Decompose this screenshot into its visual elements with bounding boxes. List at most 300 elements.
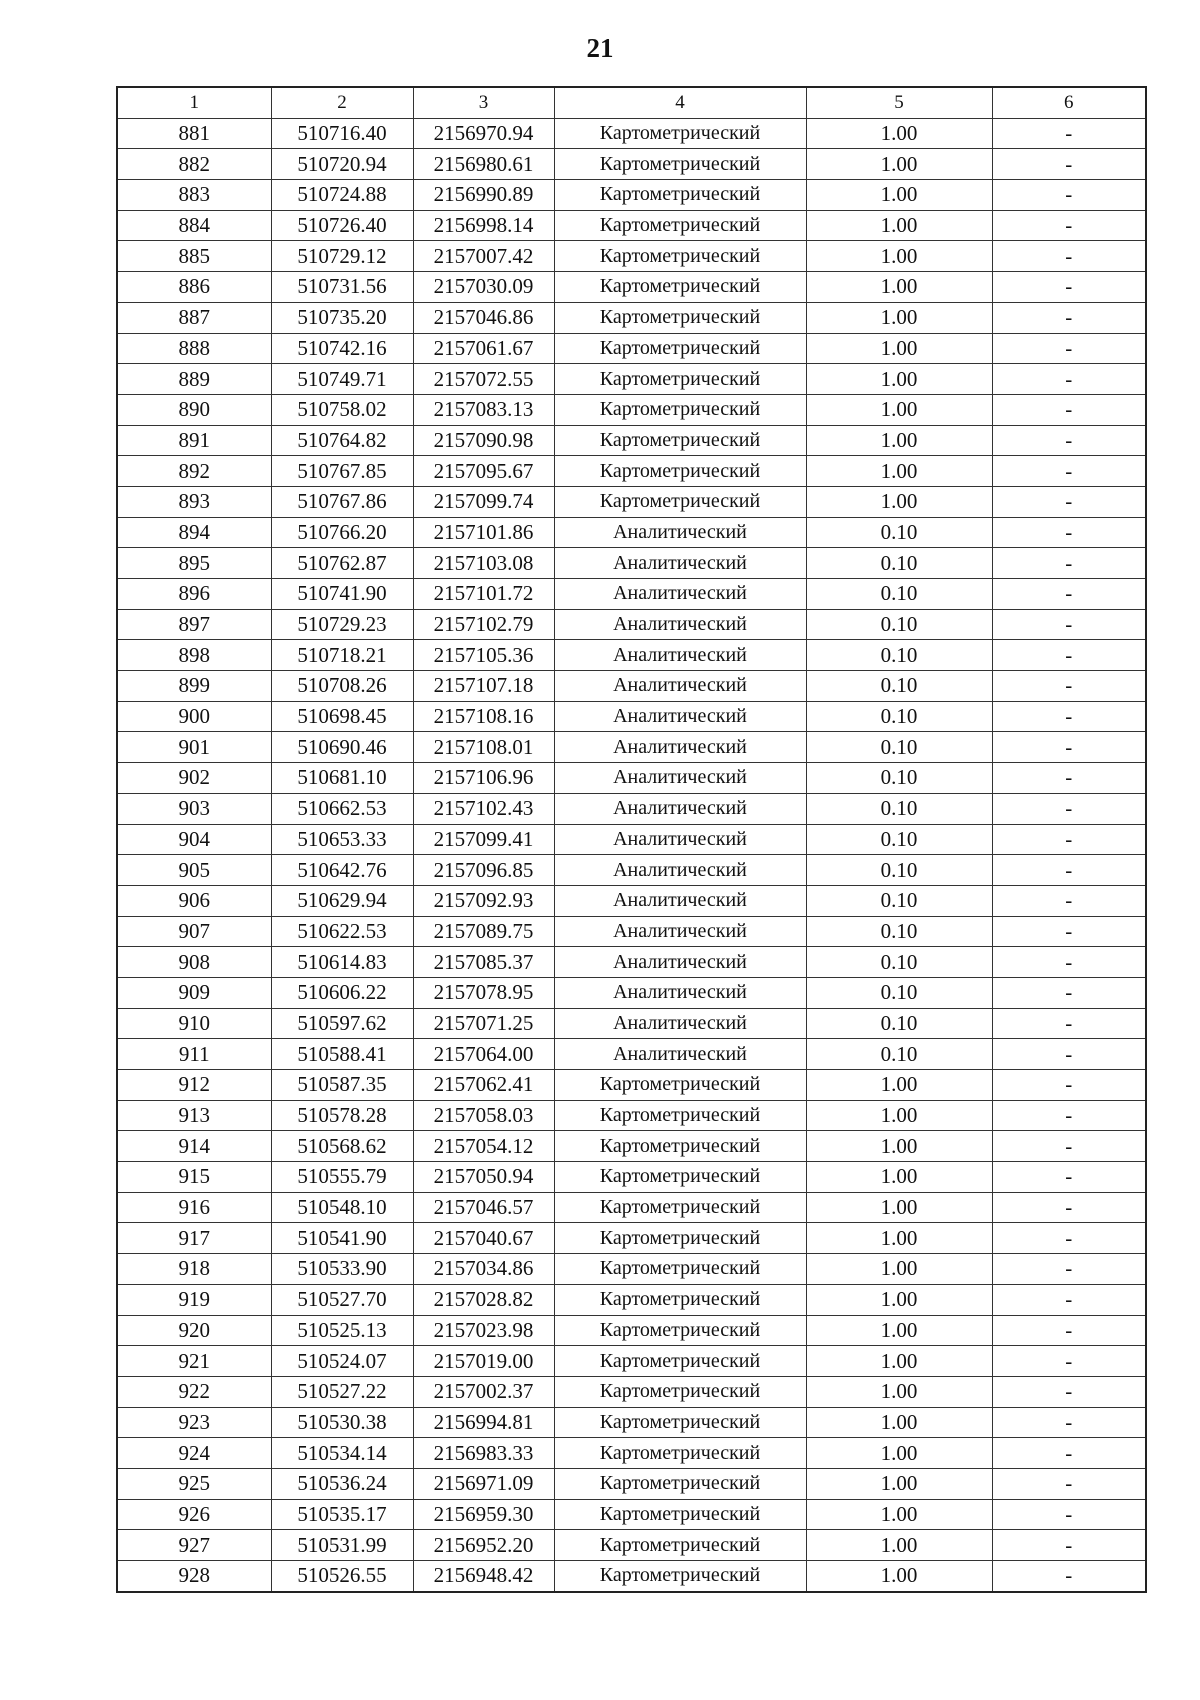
table-row xyxy=(117,180,1146,211)
note-cell: - xyxy=(992,579,1146,610)
point-number-cell: 909 xyxy=(117,977,271,1008)
x-coordinate-cell: 510653.33 xyxy=(271,824,413,855)
note-cell: - xyxy=(992,1407,1146,1438)
y-coordinate-cell: 2157089.75 xyxy=(413,916,554,947)
note-cell: - xyxy=(992,1070,1146,1101)
column-header: 6 xyxy=(992,87,1146,118)
method-cell: Аналитический xyxy=(554,548,806,579)
point-number-cell: 892 xyxy=(117,456,271,487)
table-row xyxy=(117,1254,1146,1285)
method-cell: Картометрический xyxy=(554,1499,806,1530)
table-row xyxy=(117,916,1146,947)
note-cell: - xyxy=(992,272,1146,303)
y-coordinate-cell: 2157046.57 xyxy=(413,1192,554,1223)
y-coordinate-cell: 2157023.98 xyxy=(413,1315,554,1346)
method-cell: Картометрический xyxy=(554,1315,806,1346)
accuracy-cell: 1.00 xyxy=(806,1223,992,1254)
accuracy-cell: 1.00 xyxy=(806,1376,992,1407)
accuracy-cell: 1.00 xyxy=(806,333,992,364)
note-cell: - xyxy=(992,364,1146,395)
table-row xyxy=(117,824,1146,855)
y-coordinate-cell: 2157019.00 xyxy=(413,1346,554,1377)
table-row xyxy=(117,1284,1146,1315)
table-row xyxy=(117,640,1146,671)
y-coordinate-cell: 2156970.94 xyxy=(413,118,554,149)
note-cell: - xyxy=(992,885,1146,916)
table-row xyxy=(117,1315,1146,1346)
y-coordinate-cell: 2157090.98 xyxy=(413,425,554,456)
x-coordinate-cell: 510541.90 xyxy=(271,1223,413,1254)
note-cell: - xyxy=(992,763,1146,794)
method-cell: Картометрический xyxy=(554,333,806,364)
method-cell: Аналитический xyxy=(554,947,806,978)
x-coordinate-cell: 510534.14 xyxy=(271,1438,413,1469)
method-cell: Картометрический xyxy=(554,1376,806,1407)
y-coordinate-cell: 2156983.33 xyxy=(413,1438,554,1469)
method-cell: Картометрический xyxy=(554,272,806,303)
y-coordinate-cell: 2157064.00 xyxy=(413,1039,554,1070)
method-cell: Картометрический xyxy=(554,1284,806,1315)
note-cell: - xyxy=(992,1346,1146,1377)
method-cell: Аналитический xyxy=(554,824,806,855)
point-number-cell: 887 xyxy=(117,302,271,333)
note-cell: - xyxy=(992,1315,1146,1346)
method-cell: Картометрический xyxy=(554,1131,806,1162)
accuracy-cell: 0.10 xyxy=(806,732,992,763)
x-coordinate-cell: 510762.87 xyxy=(271,548,413,579)
note-cell: - xyxy=(992,1438,1146,1469)
point-number-cell: 907 xyxy=(117,916,271,947)
method-cell: Картометрический xyxy=(554,149,806,180)
point-number-cell: 882 xyxy=(117,149,271,180)
note-cell: - xyxy=(992,210,1146,241)
header-row xyxy=(117,87,1146,118)
y-coordinate-cell: 2156994.81 xyxy=(413,1407,554,1438)
accuracy-cell: 1.00 xyxy=(806,118,992,149)
accuracy-cell: 1.00 xyxy=(806,1438,992,1469)
table-row xyxy=(117,1499,1146,1530)
table-row xyxy=(117,1131,1146,1162)
y-coordinate-cell: 2157096.85 xyxy=(413,855,554,886)
note-cell: - xyxy=(992,671,1146,702)
accuracy-cell: 0.10 xyxy=(806,579,992,610)
x-coordinate-cell: 510629.94 xyxy=(271,885,413,916)
y-coordinate-cell: 2157072.55 xyxy=(413,364,554,395)
y-coordinate-cell: 2157058.03 xyxy=(413,1100,554,1131)
y-coordinate-cell: 2157071.25 xyxy=(413,1008,554,1039)
x-coordinate-cell: 510536.24 xyxy=(271,1468,413,1499)
note-cell: - xyxy=(992,701,1146,732)
note-cell: - xyxy=(992,640,1146,671)
method-cell: Аналитический xyxy=(554,732,806,763)
method-cell: Картометрический xyxy=(554,1100,806,1131)
point-number-cell: 891 xyxy=(117,425,271,456)
accuracy-cell: 1.00 xyxy=(806,1346,992,1377)
x-coordinate-cell: 510555.79 xyxy=(271,1162,413,1193)
point-number-cell: 885 xyxy=(117,241,271,272)
accuracy-cell: 0.10 xyxy=(806,885,992,916)
note-cell: - xyxy=(992,517,1146,548)
table-row xyxy=(117,1376,1146,1407)
note-cell: - xyxy=(992,180,1146,211)
accuracy-cell: 1.00 xyxy=(806,456,992,487)
table-row xyxy=(117,425,1146,456)
note-cell: - xyxy=(992,1468,1146,1499)
y-coordinate-cell: 2157083.13 xyxy=(413,394,554,425)
x-coordinate-cell: 510526.55 xyxy=(271,1561,413,1592)
point-number-cell: 922 xyxy=(117,1376,271,1407)
point-number-cell: 926 xyxy=(117,1499,271,1530)
accuracy-cell: 1.00 xyxy=(806,1192,992,1223)
y-coordinate-cell: 2156998.14 xyxy=(413,210,554,241)
y-coordinate-cell: 2157007.42 xyxy=(413,241,554,272)
note-cell: - xyxy=(992,486,1146,517)
x-coordinate-cell: 510548.10 xyxy=(271,1192,413,1223)
x-coordinate-cell: 510716.40 xyxy=(271,118,413,149)
table-row xyxy=(117,118,1146,149)
point-number-cell: 915 xyxy=(117,1162,271,1193)
point-number-cell: 920 xyxy=(117,1315,271,1346)
y-coordinate-cell: 2156952.20 xyxy=(413,1530,554,1561)
y-coordinate-cell: 2156948.42 xyxy=(413,1561,554,1592)
accuracy-cell: 1.00 xyxy=(806,1530,992,1561)
accuracy-cell: 1.00 xyxy=(806,1100,992,1131)
method-cell: Аналитический xyxy=(554,916,806,947)
note-cell: - xyxy=(992,118,1146,149)
x-coordinate-cell: 510530.38 xyxy=(271,1407,413,1438)
x-coordinate-cell: 510764.82 xyxy=(271,425,413,456)
point-number-cell: 897 xyxy=(117,609,271,640)
table-row xyxy=(117,486,1146,517)
table-row xyxy=(117,947,1146,978)
point-number-cell: 893 xyxy=(117,486,271,517)
method-cell: Картометрический xyxy=(554,180,806,211)
accuracy-cell: 0.10 xyxy=(806,548,992,579)
table-row xyxy=(117,579,1146,610)
point-number-cell: 895 xyxy=(117,548,271,579)
accuracy-cell: 1.00 xyxy=(806,241,992,272)
note-cell: - xyxy=(992,916,1146,947)
note-cell: - xyxy=(992,456,1146,487)
point-number-cell: 881 xyxy=(117,118,271,149)
y-coordinate-cell: 2156990.89 xyxy=(413,180,554,211)
note-cell: - xyxy=(992,548,1146,579)
accuracy-cell: 1.00 xyxy=(806,1254,992,1285)
table-row xyxy=(117,364,1146,395)
note-cell: - xyxy=(992,425,1146,456)
x-coordinate-cell: 510525.13 xyxy=(271,1315,413,1346)
point-number-cell: 908 xyxy=(117,947,271,978)
table-row xyxy=(117,302,1146,333)
note-cell: - xyxy=(992,1254,1146,1285)
method-cell: Картометрический xyxy=(554,1530,806,1561)
column-header: 4 xyxy=(554,87,806,118)
x-coordinate-cell: 510568.62 xyxy=(271,1131,413,1162)
table-row xyxy=(117,1192,1146,1223)
method-cell: Картометрический xyxy=(554,1346,806,1377)
method-cell: Картометрический xyxy=(554,456,806,487)
x-coordinate-cell: 510735.20 xyxy=(271,302,413,333)
point-number-cell: 905 xyxy=(117,855,271,886)
table-row xyxy=(117,210,1146,241)
point-number-cell: 890 xyxy=(117,394,271,425)
point-number-cell: 898 xyxy=(117,640,271,671)
point-number-cell: 914 xyxy=(117,1131,271,1162)
x-coordinate-cell: 510698.45 xyxy=(271,701,413,732)
accuracy-cell: 1.00 xyxy=(806,486,992,517)
y-coordinate-cell: 2157030.09 xyxy=(413,272,554,303)
accuracy-cell: 0.10 xyxy=(806,1008,992,1039)
accuracy-cell: 0.10 xyxy=(806,916,992,947)
note-cell: - xyxy=(992,302,1146,333)
point-number-cell: 888 xyxy=(117,333,271,364)
y-coordinate-cell: 2157085.37 xyxy=(413,947,554,978)
x-coordinate-cell: 510749.71 xyxy=(271,364,413,395)
method-cell: Картометрический xyxy=(554,1407,806,1438)
column-header: 1 xyxy=(117,87,271,118)
column-header: 3 xyxy=(413,87,554,118)
method-cell: Картометрический xyxy=(554,1561,806,1592)
accuracy-cell: 0.10 xyxy=(806,763,992,794)
accuracy-cell: 1.00 xyxy=(806,425,992,456)
y-coordinate-cell: 2157095.67 xyxy=(413,456,554,487)
point-number-cell: 910 xyxy=(117,1008,271,1039)
point-number-cell: 911 xyxy=(117,1039,271,1070)
y-coordinate-cell: 2157108.16 xyxy=(413,701,554,732)
accuracy-cell: 1.00 xyxy=(806,394,992,425)
point-number-cell: 896 xyxy=(117,579,271,610)
table-row xyxy=(117,333,1146,364)
point-number-cell: 886 xyxy=(117,272,271,303)
method-cell: Аналитический xyxy=(554,671,806,702)
x-coordinate-cell: 510606.22 xyxy=(271,977,413,1008)
method-cell: Картометрический xyxy=(554,241,806,272)
note-cell: - xyxy=(992,333,1146,364)
table-row xyxy=(117,1468,1146,1499)
point-number-cell: 901 xyxy=(117,732,271,763)
note-cell: - xyxy=(992,1162,1146,1193)
y-coordinate-cell: 2157034.86 xyxy=(413,1254,554,1285)
table-row xyxy=(117,456,1146,487)
table-row xyxy=(117,149,1146,180)
method-cell: Картометрический xyxy=(554,210,806,241)
point-number-cell: 919 xyxy=(117,1284,271,1315)
method-cell: Картометрический xyxy=(554,394,806,425)
y-coordinate-cell: 2157105.36 xyxy=(413,640,554,671)
note-cell: - xyxy=(992,1223,1146,1254)
method-cell: Картометрический xyxy=(554,1468,806,1499)
point-number-cell: 921 xyxy=(117,1346,271,1377)
note-cell: - xyxy=(992,1039,1146,1070)
point-number-cell: 884 xyxy=(117,210,271,241)
x-coordinate-cell: 510527.70 xyxy=(271,1284,413,1315)
method-cell: Аналитический xyxy=(554,609,806,640)
method-cell: Картометрический xyxy=(554,1254,806,1285)
x-coordinate-cell: 510767.85 xyxy=(271,456,413,487)
accuracy-cell: 1.00 xyxy=(806,210,992,241)
table-row xyxy=(117,793,1146,824)
table-row xyxy=(117,701,1146,732)
accuracy-cell: 1.00 xyxy=(806,1131,992,1162)
method-cell: Картометрический xyxy=(554,1162,806,1193)
point-number-cell: 906 xyxy=(117,885,271,916)
note-cell: - xyxy=(992,1376,1146,1407)
y-coordinate-cell: 2157040.67 xyxy=(413,1223,554,1254)
x-coordinate-cell: 510527.22 xyxy=(271,1376,413,1407)
column-header: 2 xyxy=(271,87,413,118)
accuracy-cell: 1.00 xyxy=(806,1561,992,1592)
x-coordinate-cell: 510531.99 xyxy=(271,1530,413,1561)
y-coordinate-cell: 2157002.37 xyxy=(413,1376,554,1407)
accuracy-cell: 0.10 xyxy=(806,977,992,1008)
x-coordinate-cell: 510742.16 xyxy=(271,333,413,364)
accuracy-cell: 1.00 xyxy=(806,1162,992,1193)
accuracy-cell: 1.00 xyxy=(806,149,992,180)
table-row xyxy=(117,1407,1146,1438)
note-cell: - xyxy=(992,1561,1146,1592)
note-cell: - xyxy=(992,977,1146,1008)
y-coordinate-cell: 2157099.74 xyxy=(413,486,554,517)
x-coordinate-cell: 510614.83 xyxy=(271,947,413,978)
point-number-cell: 903 xyxy=(117,793,271,824)
point-number-cell: 924 xyxy=(117,1438,271,1469)
point-number-cell: 925 xyxy=(117,1468,271,1499)
method-cell: Аналитический xyxy=(554,793,806,824)
y-coordinate-cell: 2157106.96 xyxy=(413,763,554,794)
table-row xyxy=(117,394,1146,425)
x-coordinate-cell: 510766.20 xyxy=(271,517,413,548)
table-row xyxy=(117,1162,1146,1193)
x-coordinate-cell: 510642.76 xyxy=(271,855,413,886)
note-cell: - xyxy=(992,855,1146,886)
method-cell: Аналитический xyxy=(554,517,806,548)
x-coordinate-cell: 510741.90 xyxy=(271,579,413,610)
method-cell: Картометрический xyxy=(554,302,806,333)
accuracy-cell: 0.10 xyxy=(806,947,992,978)
table-row xyxy=(117,272,1146,303)
point-number-cell: 894 xyxy=(117,517,271,548)
y-coordinate-cell: 2156980.61 xyxy=(413,149,554,180)
point-number-cell: 904 xyxy=(117,824,271,855)
x-coordinate-cell: 510524.07 xyxy=(271,1346,413,1377)
method-cell: Аналитический xyxy=(554,1039,806,1070)
x-coordinate-cell: 510535.17 xyxy=(271,1499,413,1530)
accuracy-cell: 0.10 xyxy=(806,640,992,671)
method-cell: Аналитический xyxy=(554,977,806,1008)
table-row xyxy=(117,1039,1146,1070)
method-cell: Аналитический xyxy=(554,763,806,794)
method-cell: Картометрический xyxy=(554,118,806,149)
table-row xyxy=(117,548,1146,579)
point-number-cell: 899 xyxy=(117,671,271,702)
point-number-cell: 927 xyxy=(117,1530,271,1561)
table-row xyxy=(117,732,1146,763)
x-coordinate-cell: 510758.02 xyxy=(271,394,413,425)
table-row xyxy=(117,609,1146,640)
point-number-cell: 928 xyxy=(117,1561,271,1592)
column-header: 5 xyxy=(806,87,992,118)
y-coordinate-cell: 2157046.86 xyxy=(413,302,554,333)
method-cell: Картометрический xyxy=(554,486,806,517)
accuracy-cell: 0.10 xyxy=(806,824,992,855)
point-number-cell: 900 xyxy=(117,701,271,732)
accuracy-cell: 1.00 xyxy=(806,1315,992,1346)
table-row xyxy=(117,977,1146,1008)
method-cell: Картометрический xyxy=(554,1192,806,1223)
method-cell: Картометрический xyxy=(554,1070,806,1101)
accuracy-cell: 1.00 xyxy=(806,364,992,395)
point-number-cell: 902 xyxy=(117,763,271,794)
y-coordinate-cell: 2157062.41 xyxy=(413,1070,554,1101)
x-coordinate-cell: 510726.40 xyxy=(271,210,413,241)
x-coordinate-cell: 510597.62 xyxy=(271,1008,413,1039)
note-cell: - xyxy=(992,1284,1146,1315)
y-coordinate-cell: 2156959.30 xyxy=(413,1499,554,1530)
point-number-cell: 923 xyxy=(117,1407,271,1438)
note-cell: - xyxy=(992,824,1146,855)
method-cell: Картометрический xyxy=(554,425,806,456)
y-coordinate-cell: 2157092.93 xyxy=(413,885,554,916)
note-cell: - xyxy=(992,1192,1146,1223)
accuracy-cell: 1.00 xyxy=(806,272,992,303)
x-coordinate-cell: 510708.26 xyxy=(271,671,413,702)
table-row xyxy=(117,1100,1146,1131)
x-coordinate-cell: 510720.94 xyxy=(271,149,413,180)
note-cell: - xyxy=(992,149,1146,180)
note-cell: - xyxy=(992,1499,1146,1530)
method-cell: Аналитический xyxy=(554,640,806,671)
point-number-cell: 883 xyxy=(117,180,271,211)
method-cell: Аналитический xyxy=(554,855,806,886)
method-cell: Аналитический xyxy=(554,701,806,732)
accuracy-cell: 0.10 xyxy=(806,517,992,548)
x-coordinate-cell: 510588.41 xyxy=(271,1039,413,1070)
point-number-cell: 913 xyxy=(117,1100,271,1131)
table-row xyxy=(117,517,1146,548)
y-coordinate-cell: 2157102.79 xyxy=(413,609,554,640)
y-coordinate-cell: 2157078.95 xyxy=(413,977,554,1008)
accuracy-cell: 0.10 xyxy=(806,671,992,702)
method-cell: Аналитический xyxy=(554,1008,806,1039)
accuracy-cell: 0.10 xyxy=(806,1039,992,1070)
x-coordinate-cell: 510731.56 xyxy=(271,272,413,303)
x-coordinate-cell: 510718.21 xyxy=(271,640,413,671)
y-coordinate-cell: 2157028.82 xyxy=(413,1284,554,1315)
note-cell: - xyxy=(992,732,1146,763)
point-number-cell: 918 xyxy=(117,1254,271,1285)
table-row xyxy=(117,671,1146,702)
table-row xyxy=(117,1438,1146,1469)
table-header xyxy=(117,87,1146,118)
page-number: 21 xyxy=(586,33,614,63)
note-cell: - xyxy=(992,793,1146,824)
x-coordinate-cell: 510767.86 xyxy=(271,486,413,517)
y-coordinate-cell: 2157054.12 xyxy=(413,1131,554,1162)
y-coordinate-cell: 2157099.41 xyxy=(413,824,554,855)
y-coordinate-cell: 2157103.08 xyxy=(413,548,554,579)
note-cell: - xyxy=(992,394,1146,425)
x-coordinate-cell: 510587.35 xyxy=(271,1070,413,1101)
table-row xyxy=(117,1070,1146,1101)
table-row xyxy=(117,855,1146,886)
x-coordinate-cell: 510690.46 xyxy=(271,732,413,763)
method-cell: Аналитический xyxy=(554,579,806,610)
x-coordinate-cell: 510662.53 xyxy=(271,793,413,824)
point-number-cell: 912 xyxy=(117,1070,271,1101)
accuracy-cell: 0.10 xyxy=(806,609,992,640)
x-coordinate-cell: 510729.12 xyxy=(271,241,413,272)
point-number-cell: 889 xyxy=(117,364,271,395)
